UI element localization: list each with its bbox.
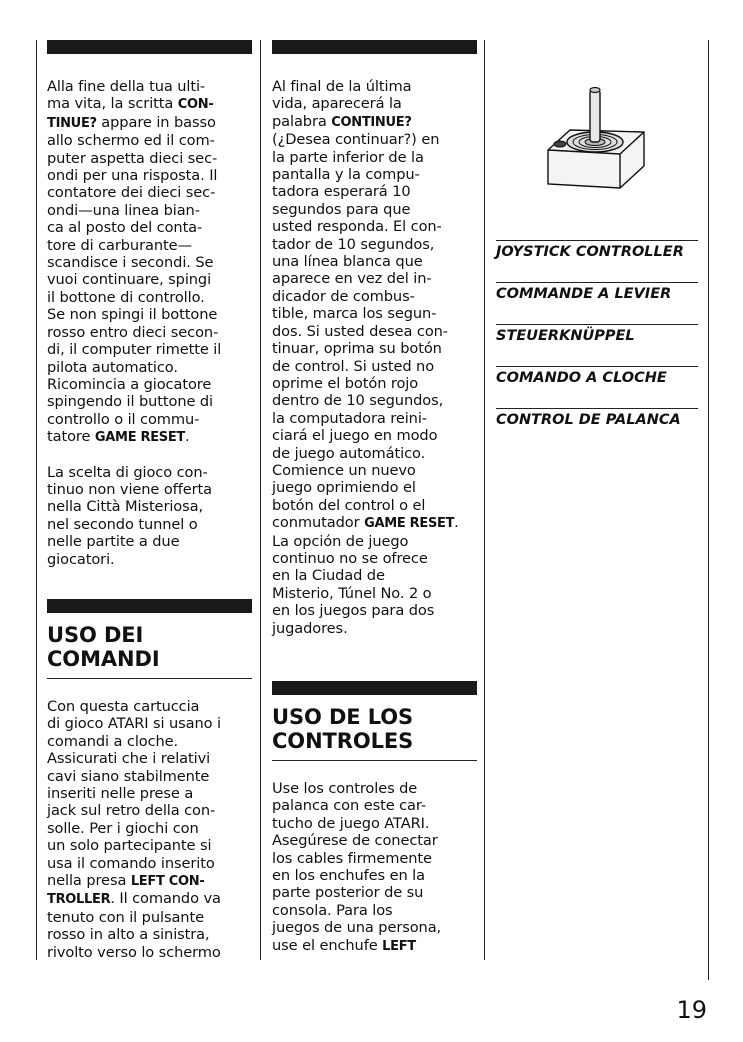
column-divider-edge — [708, 40, 709, 980]
spanish-paragraph-2: Use los controles de palanca con este car- tucho de juego ATARI. Asegúrese de conectar los cables firmemente en los enchufes en la parte posterior de su consola. Para los juegos de una persona, use el enchufe LEFT — [272, 780, 442, 954]
spanish-heading: USO DE LOS CONTROLES — [272, 705, 414, 753]
heading-block — [272, 695, 477, 761]
joystick-label: COMMANDE A LEVIER — [496, 282, 698, 303]
section-bar — [272, 40, 477, 54]
joystick-label: JOYSTICK CONTROLLER — [496, 240, 698, 261]
italian-heading: USO DEI COMANDI — [47, 622, 160, 671]
italian-column — [47, 40, 252, 961]
spanish-paragraph-1: Al final de la última vida, aparecerá la palabra CONTINUE? (¿Desea continuar?) en la parte inferior de la pantalla y la compu- tadora esperará 10 segundos para que usted responda. El con- tador de 10 segundos, una línea blanca que aparece en vez del in- dicador de combus- tible, marca los segun- dos. Si usted desea con- tinuar, oprima su botón de control. Si usted no oprime el botón rojo dentro de 10 segundos, la computadora reini- ciará el juego en modo de juego automático. Comience un nuevo juego oprimiendo el botón del control o el conmutador GAME RESET. La opción de juego continuo no se ofrece en la Ciudad de Misterio, Túnel No. 2 o en los juegos para dos jugadores. — [272, 78, 459, 637]
section-bar — [47, 599, 252, 613]
section-bar — [272, 681, 477, 695]
page-number: 19 — [676, 996, 707, 1024]
joystick-illustration — [540, 80, 650, 195]
spanish-column — [272, 40, 477, 955]
heading-block — [47, 613, 252, 679]
italian-paragraph-3: Con questa cartuccia di gioco ATARI si usano i comandi a cloche. Assicurati che i relativi cavi siano stabilmente inseriti nelle prese a jack sul retro della con- solle. Per i giochi con un solo partecipante si usa il comando inserito nella presa LEFT CON- TROLLER. Il comando va tenuto con il pulsante rosso in alto a sinistra, rivolto verso lo schermo — [47, 697, 221, 961]
column-divider-left — [36, 40, 37, 960]
italian-paragraph-2: La scelta di gioco con- tinuo non viene offerta nella Città Misteriosa, nel secondo tunnel o nelle partite a due giocatori. — [47, 463, 212, 568]
section-bar — [47, 40, 252, 54]
joystick-label: CONTROL DE PALANCA — [496, 408, 698, 429]
column-divider-middle — [260, 40, 261, 960]
joystick-label: STEUERKNÜPPEL — [496, 324, 698, 345]
joystick-label: COMANDO A CLOCHE — [496, 366, 698, 387]
italian-paragraph-1: Alla fine della tua ulti- ma vita, la scritta CON- TINUE? appare in basso allo schermo ed il com- puter aspetta dieci sec- ondi per una risposta. Il contatore dei dieci sec- ondi—una linea bian- ca al posto del conta- tore di carburante— scandisce i secondi. Se vuoi continuare, spingi il bottone di controllo. Se non spingi il bottone rosso entro dieci secon- di, il computer rimette il pilota automatico. Ricomincia a giocatore spingendo il buttone di controllo o il commu- tatore GAME RESET. — [47, 78, 222, 446]
column-divider-right — [484, 40, 485, 960]
